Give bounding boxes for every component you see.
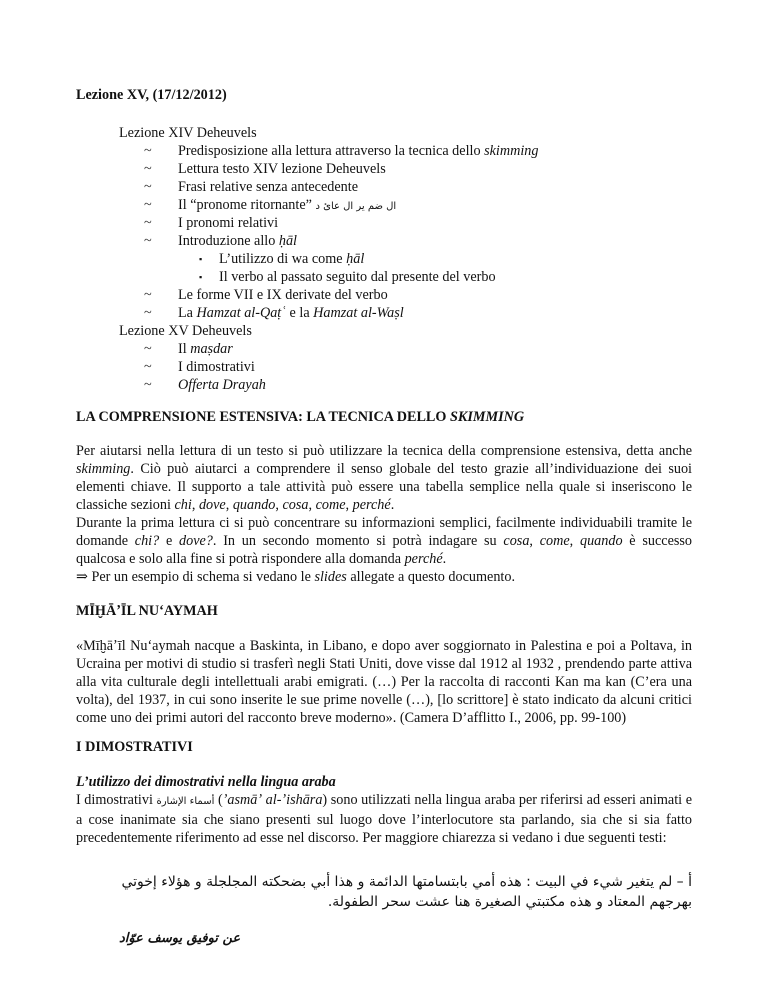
paragraph-author-quote: «Mīḫāʼīl Nuʻaymah nacque a Baskinta, in Libano, e dopo aver soggiornato in Palestina e poi a Poltava, in Ucraina per motivi di studio si trasferì negli Stati Uniti, dove visse dal 1912 al 1932 , prendendo parte attiva alla vita culturale degli intellettuali arabi emigrati. (…) Per la raccolta di racconti Kan ma kan (C’era una volta), del 1937, in cui sono inserite le sue prime novelle (…), [lo scrittore] è stato indicato da alcuni critici come uno dei primi autori del racconto breve moderno». (Camera D’afflitto I., 2006, pp. 99-100) <box>76 638 692 726</box>
outline-heading-lesson-xv: Lezione XV Deheuvels <box>119 323 252 339</box>
tilde-bullet-icon: ~ <box>144 377 152 393</box>
outline-item: ~ Il maṣdar <box>144 341 233 357</box>
section-heading-skimming: LA COMPRENSIONE ESTENSIVA: LA TECNICA DELLO SKIMMING <box>76 409 525 425</box>
paragraph-demonstratives: I dimostrativi أسماء الإشارة (ʼasmāʼ al-ʼishāra) sono utilizzati nella lingua araba per riferirsi ad esseri animati e a cose inanimate sia che siano presenti sul luogo dove l’interlocutore sta parlando, sia che si sia fatto precedentemente riferimento ad esse nel discorso. Per maggiore chiarezza si vedano i due seguenti testi: <box>76 792 692 846</box>
outline-item: ~ Il “pronome ritornante” ال ضم ير ال عائ د <box>144 197 397 213</box>
outline-item: ~ La Hamzat al-Qaṭʿ e la Hamzat al-Waṣl <box>144 305 404 321</box>
outline-item: ~ Predisposizione alla lettura attraverso la tecnica dello skimming <box>144 143 539 159</box>
outline-subitem: ▪ L’utilizzo di wa come ḥāl <box>199 251 365 267</box>
outline-subitem: ▪ Il verbo al passato seguito dal presente del verbo <box>199 269 496 285</box>
tilde-bullet-icon: ~ <box>144 305 152 321</box>
tilde-bullet-icon: ~ <box>144 179 152 195</box>
tilde-bullet-icon: ~ <box>144 233 152 249</box>
tilde-bullet-icon: ~ <box>144 143 152 159</box>
paragraph-skimming-2: Durante la prima lettura ci si può concentrare su informazioni semplici, facilmente individuabili tramite le domande chi? e dove?. In un secondo momento si potrà indagare su cosa, come, quando è successo qualcosa e solo alla fine si potrà rispondere alla domanda perché. <box>76 515 692 567</box>
document-title: Lezione XV, (17/12/2012) <box>76 87 227 103</box>
outline-item: ~ Offerta Drayah <box>144 377 266 393</box>
square-bullet-icon: ▪ <box>199 254 203 264</box>
outline-item: ~ Introduzione allo ḥāl <box>144 233 297 249</box>
arabic-source-attribution: عن توفيق يوسف عوّاد <box>119 931 241 946</box>
outline-item: ~ I pronomi relativi <box>144 215 279 231</box>
outline-item: ~ Frasi relative senza antecedente <box>144 179 359 195</box>
note-slides: ⇒ Per un esempio di schema si vedano le slides allegate a questo documento. <box>76 569 516 585</box>
tilde-bullet-icon: ~ <box>144 341 152 357</box>
section-heading-demonstratives: I DIMOSTRATIVI <box>76 739 193 755</box>
subheading-demonstratives: L’utilizzo dei dimostrativi nella lingua araba <box>76 774 336 790</box>
tilde-bullet-icon: ~ <box>144 287 152 303</box>
paragraph-skimming-1: Per aiutarsi nella lettura di un testo si può utilizzare la tecnica della comprensione estensiva, detta anche skimming. Ciò può aiutarci a comprendere il senso globale del testo grazie all’individuazione dei suoi elementi chiave. Il supporto a tale attività può essere una tabella semplice nella quale si inseriscono le classiche sezioni chi, dove, quando, cosa, come, perché. <box>76 443 692 513</box>
arabic-term: ال ضم ير ال عائ د <box>315 201 397 212</box>
section-heading-author: MĪḪĀʼĪL NUʻAYMAH <box>76 603 218 619</box>
outline-item: ~ Le forme VII e IX derivate del verbo <box>144 287 388 303</box>
tilde-bullet-icon: ~ <box>144 215 152 231</box>
tilde-bullet-icon: ~ <box>144 161 152 177</box>
square-bullet-icon: ▪ <box>199 272 203 282</box>
arabic-term: أسماء الإشارة <box>156 796 215 807</box>
tilde-bullet-icon: ~ <box>144 359 152 375</box>
arabic-example-line-2: بهرجهم المعتاد و هذه مكتبتي الصغيرة هنا عشت سحر الطفولة. <box>327 894 692 910</box>
tilde-bullet-icon: ~ <box>144 197 152 213</box>
outline-heading-lesson-xiv: Lezione XIV Deheuvels <box>119 125 257 141</box>
outline-item: ~ I dimostrativi <box>144 359 255 375</box>
arabic-example-line-1: أ – لم يتغير شيء في البيت : هذه أمي بابتسامتها الدائمة و هذا أبي بضحكته المجلجلة و هؤلاء إخوتي <box>121 874 692 890</box>
outline-item: ~ Lettura testo XIV lezione Deheuvels <box>144 161 386 177</box>
right-arrow-icon: ⇒ <box>76 569 88 585</box>
